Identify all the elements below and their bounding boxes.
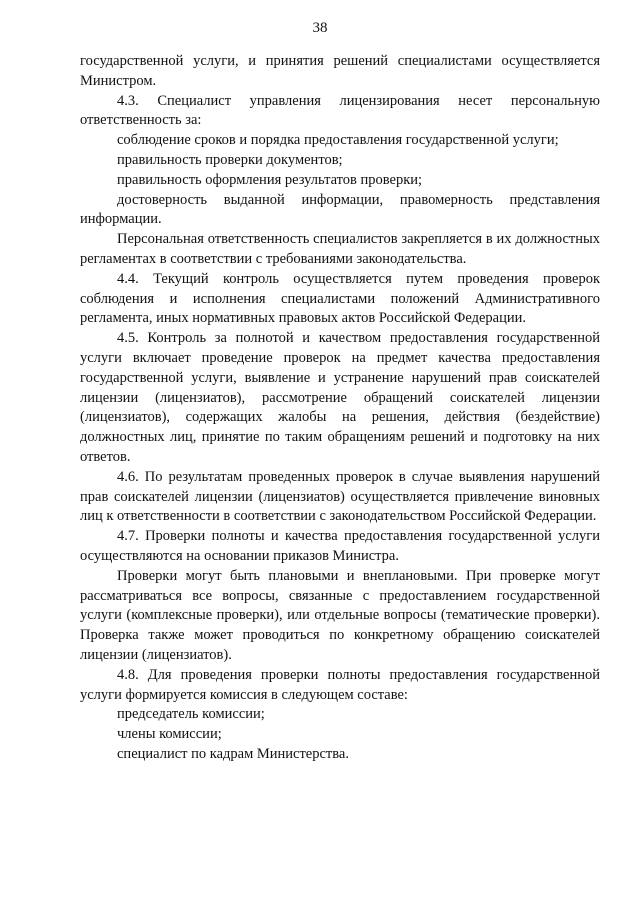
paragraph: 4.3. Специалист управления лицензирования несет персональную ответственность за: [80,92,600,129]
paragraph: специалист по кадрам Министерства. [117,745,349,762]
paragraph: 4.5. Контроль за полнотой и качеством предоставления государственной услуги включает проведение проверок на предмет качества предоставления государственной услуги, выявление и устранение нарушений прав соискателей лицензии (лицензиатов), рассмотрение обращений соискателей лицензии (лицензиатов), содержащих жалобы на решения, действия (бездействие) должностных лиц, принятие по таким обращениям решений и подготовку на них ответов. [80,330,600,465]
paragraph: Персональная ответственность специалистов закрепляется в их должностных регламентах в соответствии с требованиями законодательства. [80,231,600,267]
page-number: 38 [312,20,328,36]
paragraph: государственной услуги, и принятия решений специалистами осуществляется Министром. [80,53,600,89]
paragraph: члены комиссии; [117,726,222,743]
paragraph: 4.7. Проверки полноты и качества предоставления государственной услуги осуществляются на основании приказов Министра. [80,528,600,564]
paragraph: достоверность выданной информации, правомерность представления информации. [80,191,600,228]
paragraph: председатель комиссии; [117,706,265,723]
paragraph: правильность проверки документов; [117,151,343,168]
paragraph: 4.8. Для проведения проверки полноты предоставления государственной услуги формируется комиссия в следующем составе: [80,666,600,703]
paragraph: правильность оформления результатов проверки; [117,171,423,188]
paragraph: соблюдение сроков и порядка предоставления государственной услуги; [117,132,559,149]
paragraph: 4.4. Текущий контроль осуществляется путем проведения проверок соблюдения и исполнения специалистами положений Административного регламента, иных нормативных правовых актов Российской Федерации. [80,270,600,327]
paragraph: 4.6. По результатам проведенных проверок в случае выявления нарушений прав соискателей лицензии (лицензиатов) осуществляется привлечение виновных лиц к ответственности в соответствии с законодательством Российской Федерации. [80,468,600,525]
document-body [80,52,600,765]
paragraph: Проверки могут быть плановыми и внеплановыми. При проверке могут рассматриваться все вопросы, связанные с предоставлением государственной услуги (комплексные проверки), или отдельные вопросы (тематические проверки). Проверка также может проводиться по конкретному обращению соискателей лицензии (лицензиатов). [80,567,600,663]
